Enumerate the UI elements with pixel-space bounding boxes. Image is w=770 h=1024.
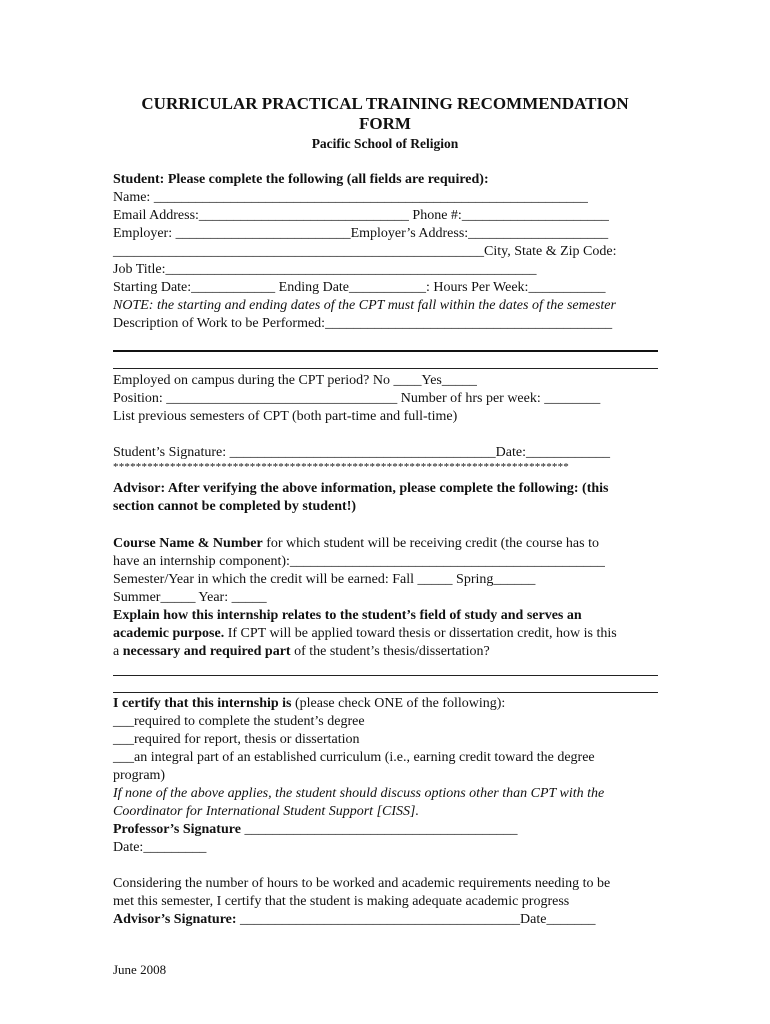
section-divider: ******************************************************************************** bbox=[113, 461, 569, 473]
explain-answer-line-2[interactable] bbox=[113, 692, 658, 693]
description-line-1[interactable] bbox=[113, 350, 658, 352]
option-curriculum-checkbox[interactable]: ___an integral part of an established curriculum (i.e., earning credit toward the degree bbox=[113, 750, 595, 765]
explain-line3 bbox=[113, 643, 490, 661]
professor-signature-line[interactable]: _______________________________________ bbox=[240, 822, 518, 837]
ciss-note-line2: Coordinator for International Student Support [CISS]. bbox=[113, 804, 419, 819]
name-field[interactable]: Name: ______________________________________________________________ bbox=[113, 190, 588, 205]
explain-line2 bbox=[113, 625, 617, 643]
professor-date-field[interactable]: Date:_________ bbox=[113, 840, 207, 855]
school-name: Pacific School of Religion bbox=[311, 136, 459, 151]
certify-text: (please check ONE of the following): bbox=[291, 696, 506, 711]
student-signature-field[interactable]: Student’s Signature: ______________________________________Date:____________ bbox=[113, 445, 610, 460]
ciss-note-line1: If none of the above applies, the student should discuss options other than CPT with the bbox=[113, 786, 605, 801]
summer-year-field[interactable]: Summer_____ Year: _____ bbox=[113, 590, 267, 605]
certify-line bbox=[113, 695, 505, 713]
semester-field[interactable]: Semester/Year in which the credit will be earned: Fall _____ Spring______ bbox=[113, 572, 536, 587]
student-section-heading: Student: Please complete the following (all fields are required): bbox=[113, 172, 489, 187]
advisor-heading-line2: section cannot be completed by student!) bbox=[113, 499, 357, 514]
option-degree-checkbox[interactable]: ___required to complete the student’s degree bbox=[113, 714, 365, 729]
description-field[interactable]: Description of Work to be Performed:_________________________________________ bbox=[113, 316, 613, 331]
option-curriculum-line2: program) bbox=[113, 768, 166, 783]
consider-line1: Considering the number of hours to be worked and academic requirements needing to be bbox=[113, 876, 611, 891]
course-label: Course Name & Number bbox=[113, 536, 263, 551]
professor-signature-label: Professor’s Signature bbox=[113, 822, 241, 837]
form-title-line1: CURRICULAR PRACTICAL TRAINING RECOMMENDATION bbox=[141, 94, 629, 113]
description-line-2[interactable] bbox=[113, 368, 658, 369]
explain-line3-text: of the student’s thesis/dissertation? bbox=[290, 644, 490, 659]
advisor-heading-line1: Advisor: After verifying the above information, please complete the following: (this bbox=[113, 481, 609, 496]
certify-label: I certify that this internship is bbox=[113, 696, 292, 711]
form-title-line2: FORM bbox=[359, 114, 411, 133]
option-thesis-checkbox[interactable]: ___required for report, thesis or dissertation bbox=[113, 732, 360, 747]
explain-answer-line-1[interactable] bbox=[113, 675, 658, 676]
job-title-field[interactable]: Job Title:_____________________________________________________ bbox=[113, 262, 537, 277]
necessary-part-label: necessary and required part bbox=[122, 644, 291, 659]
advisor-signature-line[interactable]: ________________________________________Date_______ bbox=[236, 912, 596, 927]
advisor-signature-field[interactable] bbox=[113, 911, 595, 929]
academic-purpose-label: academic purpose. bbox=[113, 626, 225, 641]
advisor-signature-label: Advisor’s Signature: bbox=[113, 912, 237, 927]
consider-line2: met this semester, I certify that the student is making adequate academic progress bbox=[113, 894, 570, 909]
professor-signature-field[interactable] bbox=[113, 821, 517, 839]
dates-note: NOTE: the starting and ending dates of the CPT must fall within the dates of the semester bbox=[113, 298, 616, 313]
position-hours-field[interactable]: Position: _________________________________ Number of hrs per week: ________ bbox=[113, 391, 601, 406]
course-field[interactable]: have an internship component):_____________________________________________ bbox=[113, 554, 605, 569]
campus-employment-field[interactable]: Employed on campus during the CPT period? No ____Yes_____ bbox=[113, 373, 477, 388]
employer-field[interactable]: Employer: _________________________Employer’s Address:____________________ bbox=[113, 226, 609, 241]
explain-line1: Explain how this internship relates to the student’s field of study and serves an bbox=[113, 608, 582, 623]
explain-line2-text: If CPT will be applied toward thesis or dissertation credit, how is this bbox=[224, 626, 617, 641]
dates-hours-field[interactable]: Starting Date:____________ Ending Date___________: Hours Per Week:___________ bbox=[113, 280, 606, 295]
previous-cpt-label: List previous semesters of CPT (both part-time and full-time) bbox=[113, 409, 458, 424]
course-line1 bbox=[113, 535, 599, 553]
city-state-zip-field[interactable]: _____________________________________________________City, State & Zip Code: bbox=[113, 244, 617, 259]
email-phone-field[interactable]: Email Address:______________________________ Phone #:_____________________ bbox=[113, 208, 609, 223]
course-text: for which student will be receiving credit (the course has to bbox=[262, 536, 599, 551]
footer-date: June 2008 bbox=[113, 962, 167, 977]
explain-line3-prefix: a bbox=[113, 644, 123, 659]
